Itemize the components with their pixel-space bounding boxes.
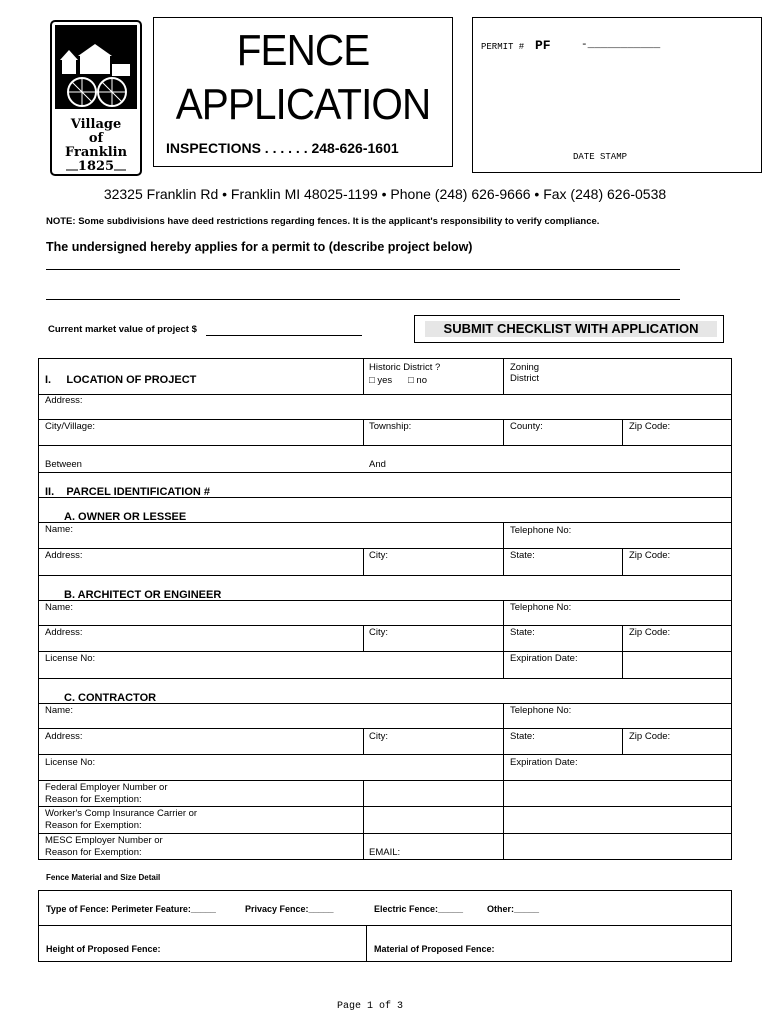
owner-city-label: City: (369, 550, 388, 561)
logo-line-village: Village (70, 117, 122, 132)
contractor-city-label: City: (369, 731, 388, 742)
undersigned-statement: The undersigned hereby applies for a permit to (describe project below) (46, 240, 473, 254)
township-label: Township: (369, 421, 412, 432)
title-box (153, 17, 453, 167)
architect-license-label: License No: (45, 653, 96, 664)
location-address-label: Address: (45, 395, 83, 406)
historic-options (369, 375, 427, 386)
title-application: APPLICATION (175, 80, 431, 129)
mesc-label-2: Reason for Exemption: (45, 847, 142, 858)
submit-checklist-box (414, 315, 724, 343)
inspections-phone: INSPECTIONS . . . . . . 248-626-1601 (166, 140, 399, 156)
other-fence-field[interactable]: Other:_____ (487, 904, 540, 914)
logo-line-of: of (88, 131, 104, 146)
contractor-name-label: Name: (45, 705, 73, 716)
owner-address-label: Address: (45, 550, 83, 561)
contractor-license-label: License No: (45, 757, 96, 768)
zoning-label-1: Zoning (510, 362, 540, 373)
owner-telephone-label: Telephone No: (510, 525, 572, 536)
workers-comp-label-2: Reason for Exemption: (45, 820, 142, 831)
location-zip-label: Zip Code: (629, 421, 671, 432)
contractor-address-label: Address: (45, 731, 83, 742)
market-value-label: Current market value of project $ (48, 324, 197, 335)
county-label: County: (510, 421, 543, 432)
and-label: And (369, 459, 386, 470)
architect-title: B. ARCHITECT OR ENGINEER (64, 589, 222, 601)
fence-height-label: Height of Proposed Fence: (46, 944, 161, 954)
contractor-telephone-label: Telephone No: (510, 705, 572, 716)
city-village-label: City/Village: (45, 421, 95, 432)
permit-number-field[interactable]: -___________ (581, 39, 661, 51)
submit-checklist-label: SUBMIT CHECKLIST WITH APPLICATION (425, 321, 717, 337)
description-line-2[interactable] (46, 299, 680, 300)
market-value-field[interactable] (206, 335, 362, 336)
date-stamp-label: DATE STAMP (573, 152, 628, 162)
architect-zip-label: Zip Code: (629, 627, 671, 638)
permit-label: PERMIT # (481, 42, 525, 52)
deed-note: NOTE: Some subdivisions have deed restrictions regarding fences. It is the applicant's responsibility to verify compliance. (46, 216, 600, 227)
contractor-zip-label: Zip Code: (629, 731, 671, 742)
zoning-label-2: District (510, 373, 540, 384)
workers-comp-label-1: Worker's Comp Insurance Carrier or (45, 808, 198, 819)
description-line-1[interactable] (46, 269, 680, 270)
section-parcel-title: II. PARCEL IDENTIFICATION # (45, 486, 211, 498)
contractor-expiration-label: Expiration Date: (510, 757, 578, 768)
between-label: Between (45, 459, 82, 470)
historic-yes-label: yes (377, 375, 393, 386)
type-of-fence-field[interactable]: Type of Fence: Perimeter Feature:_____ (46, 904, 216, 914)
logo-year: 1825 (77, 159, 115, 174)
village-address: 32325 Franklin Rd • Franklin MI 48025-1199 • Phone (248) 626-9666 • Fax (248) 626-0538 (103, 186, 667, 202)
federal-employer-label-1: Federal Employer Number or (45, 782, 168, 793)
historic-no-label: no (416, 375, 427, 386)
village-logo (50, 20, 142, 176)
section-location-title: I. LOCATION OF PROJECT (45, 374, 197, 386)
owner-title: A. OWNER OR LESSEE (64, 511, 187, 523)
mesc-label-1: MESC Employer Number or (45, 835, 163, 846)
historic-no-checkbox[interactable]: □ (408, 375, 414, 386)
fence-detail-heading: Fence Material and Size Detail (46, 873, 161, 882)
owner-state-label: State: (510, 550, 535, 561)
architect-state-label: State: (510, 627, 535, 638)
email-label: EMAIL: (369, 847, 401, 858)
permit-prefix: PF (535, 38, 551, 53)
title-fence: FENCE (236, 26, 370, 75)
architect-address-label: Address: (45, 627, 83, 638)
architect-name-label: Name: (45, 602, 73, 613)
historic-yes-checkbox[interactable]: □ (369, 375, 375, 386)
federal-employer-label-2: Reason for Exemption: (45, 794, 142, 805)
owner-name-label: Name: (45, 524, 73, 535)
owner-zip-label: Zip Code: (629, 550, 671, 561)
logo-line-franklin: Franklin (64, 145, 128, 160)
architect-expiration-label: Expiration Date: (510, 653, 578, 664)
electric-fence-field[interactable]: Electric Fence:_____ (374, 904, 464, 914)
historic-district-label: Historic District ? (369, 362, 441, 373)
page-number: Page 1 of 3 (336, 1001, 403, 1012)
architect-telephone-label: Telephone No: (510, 602, 572, 613)
contractor-title: C. CONTRACTOR (64, 692, 157, 704)
architect-city-label: City: (369, 627, 388, 638)
permit-box (472, 17, 762, 173)
privacy-fence-field[interactable]: Privacy Fence:_____ (245, 904, 334, 914)
fence-material-label: Material of Proposed Fence: (374, 944, 495, 954)
contractor-state-label: State: (510, 731, 535, 742)
